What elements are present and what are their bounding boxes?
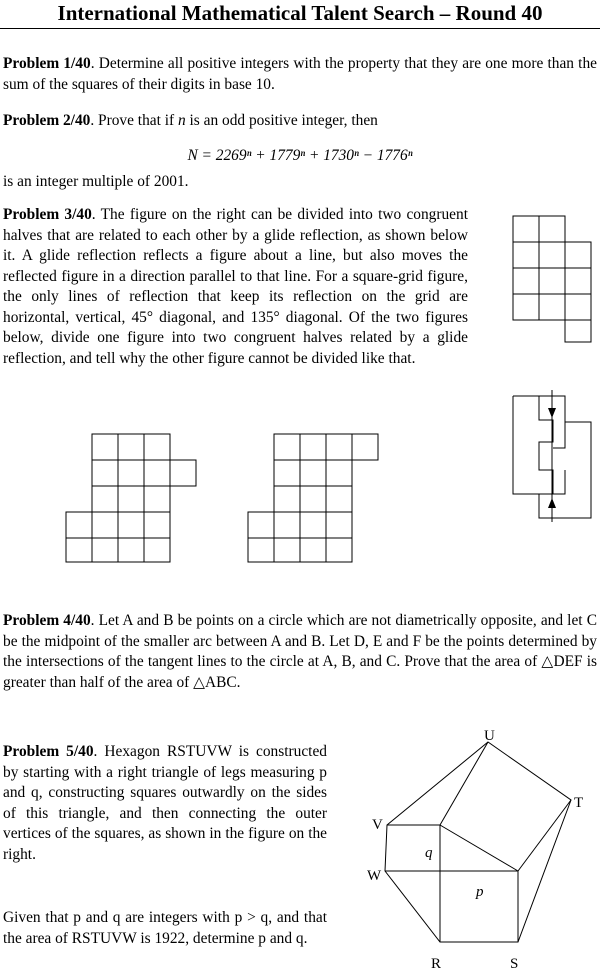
problem-5-label: Problem 5/40	[3, 743, 94, 760]
problem-3-label: Problem 3/40	[3, 206, 92, 223]
problem-5-part-2	[3, 908, 327, 949]
problem-3-text: . The figure on the right can be divided into two congruent halves that are related to each other by a glide reflection, as shown below it. A glide reflection reflects a figure about a line, but also moves the reflected figure in a direction parallel to that line. For a square-grid figure, the only lines of reflection that keep its reflection on the grid are horizontal, vertical, 45° diagonal, and 135° diagonal. Of the two figures below, divide one figure into two congruent halves related by a glide reflection, and tell why the other figure cannot be divided like that.	[3, 206, 468, 367]
label-T: T	[574, 795, 584, 811]
arrow-up-icon	[548, 498, 556, 508]
label-W: W	[367, 868, 382, 884]
problem-3-glide-figure	[505, 390, 595, 525]
label-p: p	[476, 884, 484, 900]
label-U: U	[484, 728, 495, 744]
problem-1	[3, 54, 597, 95]
problem-2-text-after: is an odd positive integer, then	[185, 112, 378, 129]
problem-5-text-1: . Hexagon RSTUVW is constructed by starting with a right triangle of legs measuring p and q, constructing squares outwardly on the sides of this triangle, and then connecting the outer vertices of the squares, as shown in the figure on the right.	[3, 743, 327, 863]
problem-5-hexagon-figure	[355, 730, 595, 970]
problem-2-var: n	[177, 112, 186, 129]
problem-5-text-2: Given that p and q are integers with p > q, and that the area of RSTUVW is 1922, determine p and q.	[3, 909, 327, 947]
problem-2-text-before: . Prove that if	[90, 112, 178, 129]
problem-3-bottom-figure-left	[60, 430, 205, 565]
problem-3-grid-figure	[505, 210, 595, 345]
problem-3-bottom-figure-right	[242, 430, 387, 565]
problem-4	[3, 611, 597, 693]
label-R: R	[431, 956, 442, 970]
label-V: V	[372, 817, 383, 833]
page-title: International Mathematical Talent Search – Round 40	[57, 1, 543, 25]
page-header	[0, 0, 600, 29]
problem-3	[3, 205, 468, 369]
problem-1-label: Problem 1/40	[3, 55, 91, 72]
problem-2-equation: N = 2269ⁿ + 1779ⁿ + 1730ⁿ − 1776ⁿ	[187, 147, 413, 164]
problem-2-text-end: is an integer multiple of 2001.	[3, 173, 189, 190]
label-q: q	[425, 845, 433, 861]
problem-4-text: . Let A and B be points on a circle which are not diametrically opposite, and let C be the midpoint of the smaller arc between A and B. Let D, E and F be the points determined by the intersections of the tangent lines to the circle at A, B, and C. Prove that the area of △DEF is greater than half of the area of △ABC.	[3, 612, 597, 691]
arrow-down-icon	[548, 408, 556, 418]
label-S: S	[510, 956, 519, 970]
problem-5	[3, 742, 327, 865]
problem-1-text: . Determine all positive integers with the property that they are one more than the sum of the squares of their digits in base 10.	[3, 55, 597, 93]
problem-2-end	[3, 172, 597, 193]
problem-2-label: Problem 2/40	[3, 112, 91, 129]
problem-2	[3, 111, 597, 132]
problem-4-label: Problem 4/40	[3, 612, 91, 629]
